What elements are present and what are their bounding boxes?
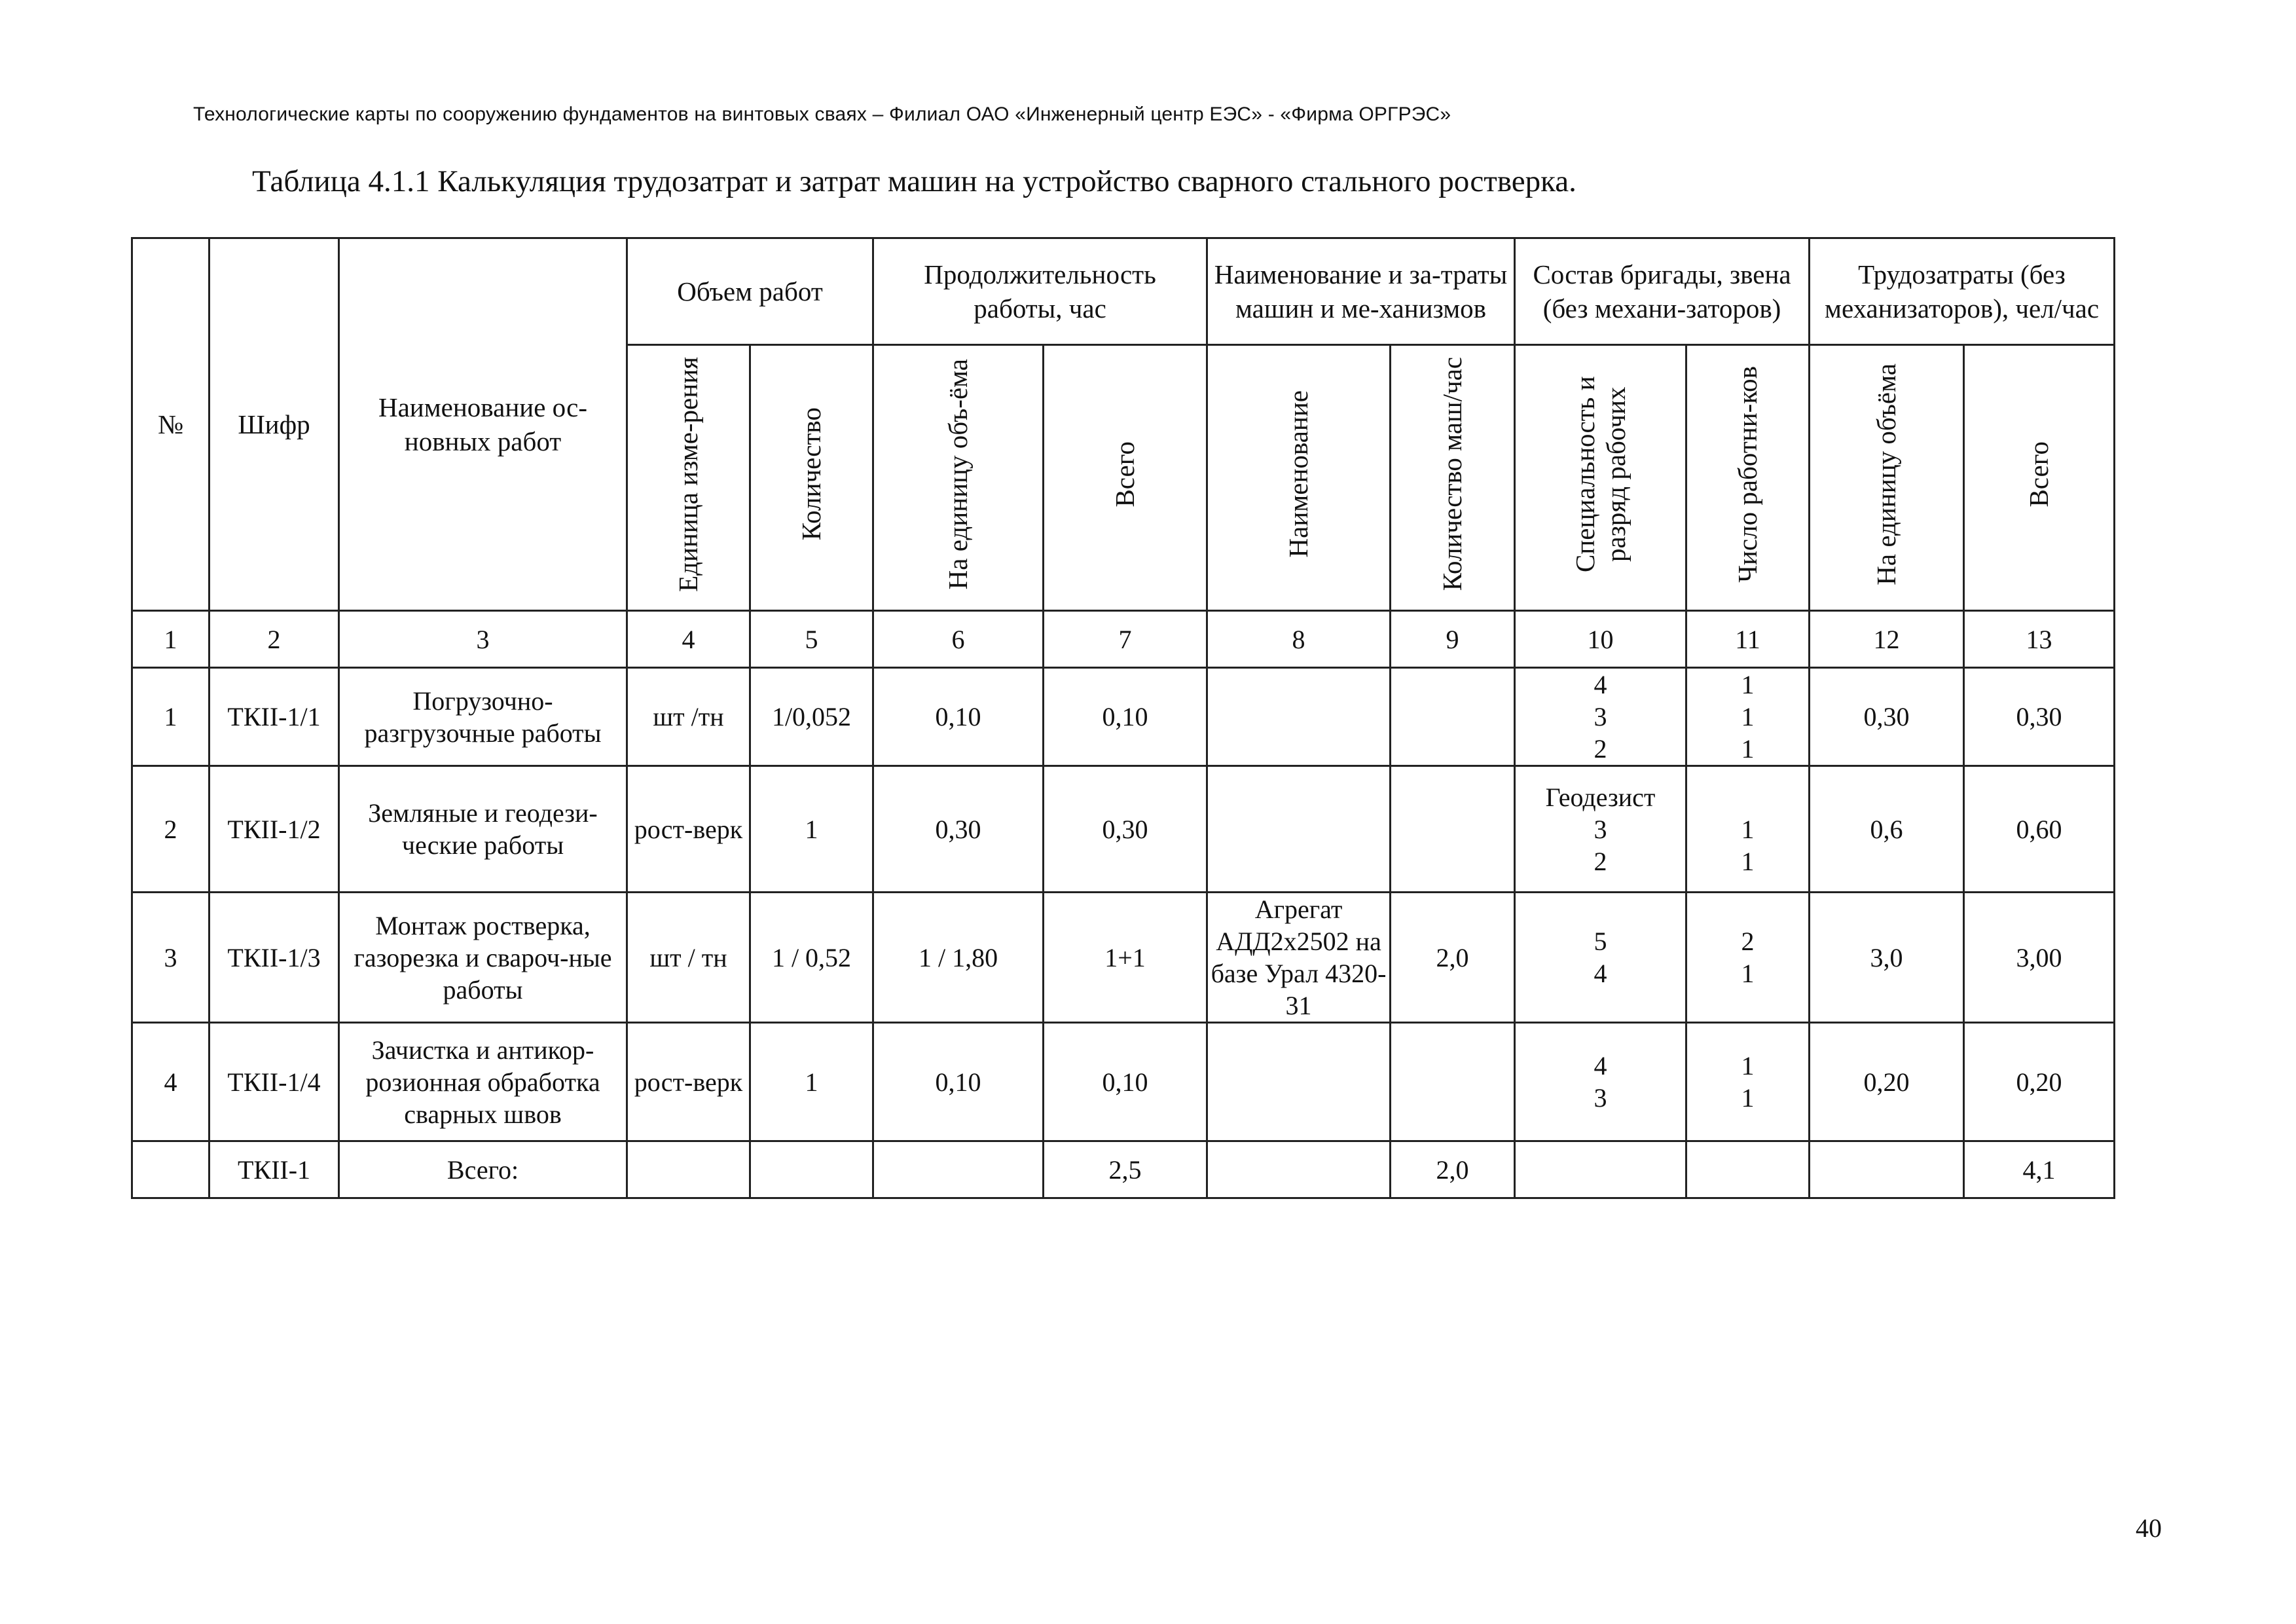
total-num bbox=[132, 1141, 210, 1198]
total-labor: 4,1 bbox=[1964, 1141, 2115, 1198]
crew-spec-line: 3 bbox=[1594, 814, 1607, 844]
row-mach-qty: 2,0 bbox=[1391, 893, 1515, 1023]
row-crew-spec bbox=[1515, 668, 1686, 766]
row-labor-total: 0,60 bbox=[1964, 766, 2115, 893]
crew-count-line bbox=[1690, 781, 1806, 813]
col-header-mach-name: Наименование bbox=[1283, 390, 1314, 558]
col-header-duration: Продолжительность работы, час bbox=[873, 238, 1207, 345]
crew-count-line: 1 bbox=[1741, 670, 1755, 699]
crew-count-line: 2 bbox=[1741, 927, 1755, 956]
total-empty bbox=[1515, 1141, 1686, 1198]
col-header-work-name: Наименование ос-новных работ bbox=[339, 238, 627, 611]
total-empty bbox=[873, 1141, 1044, 1198]
header-row-1 bbox=[132, 238, 2115, 345]
row-crew-spec bbox=[1515, 893, 1686, 1023]
col-header-labor-unit: На единицу объёма bbox=[1871, 363, 1902, 585]
col-header-crew-count: Число работни-ков bbox=[1732, 365, 1763, 583]
total-code: ТКII-1 bbox=[210, 1141, 339, 1198]
column-number: 9 bbox=[1391, 611, 1515, 668]
row-code: ТКII-1/1 bbox=[210, 668, 339, 766]
col-header-qty-cell bbox=[750, 345, 873, 611]
crew-count-line: 1 bbox=[1741, 959, 1755, 988]
row-work-name: Земляные и геодези-ческие работы bbox=[339, 766, 627, 893]
row-work-name: Монтаж ростверка, газорезка и свароч-ные работы bbox=[339, 893, 627, 1023]
row-dur-total: 0,30 bbox=[1044, 766, 1207, 893]
col-header-num: № bbox=[132, 238, 210, 611]
total-empty bbox=[1207, 1141, 1391, 1198]
col-header-crew: Состав бригады, звена (без механи-заторов) bbox=[1515, 238, 1810, 345]
total-label: Всего: bbox=[339, 1141, 627, 1198]
crew-count-line: 1 bbox=[1741, 846, 1755, 876]
col-header-labor-unit-cell bbox=[1810, 345, 1964, 611]
row-mach-qty bbox=[1391, 766, 1515, 893]
col-header-code: Шифр bbox=[210, 238, 339, 611]
row-crew-count bbox=[1686, 1023, 1810, 1141]
row-work-name: Погрузочно-разгрузочные работы bbox=[339, 668, 627, 766]
row-unit: рост-верк bbox=[627, 1023, 750, 1141]
col-header-unit: Единица изме-рения bbox=[673, 356, 703, 592]
column-number: 11 bbox=[1686, 611, 1810, 668]
row-crew-spec bbox=[1515, 766, 1686, 893]
running-header: Технологические карты по сооружению фундаментов на винтовых сваях – Филиал ОАО «Инженерный центр ЕЭС» - «Фирма ОРГРЭС» bbox=[193, 103, 1451, 125]
column-number: 12 bbox=[1810, 611, 1964, 668]
labor-cost-table bbox=[131, 237, 2115, 1199]
table-row bbox=[132, 668, 2115, 766]
crew-spec-line: 5 bbox=[1594, 927, 1607, 956]
column-number: 10 bbox=[1515, 611, 1686, 668]
row-mach-qty bbox=[1391, 668, 1515, 766]
row-code: ТКII-1/4 bbox=[210, 1023, 339, 1141]
col-header-mach-qty: Количество маш/час bbox=[1437, 357, 1468, 591]
total-empty bbox=[750, 1141, 873, 1198]
crew-spec-line: 4 bbox=[1594, 670, 1607, 699]
col-header-dur-unit-cell bbox=[873, 345, 1044, 611]
row-num: 4 bbox=[132, 1023, 210, 1141]
col-header-dur-unit: На единицу объ-ёма bbox=[943, 358, 974, 590]
row-dur-unit: 1 / 1,80 bbox=[873, 893, 1044, 1023]
row-mach-name bbox=[1207, 668, 1391, 766]
row-crew-count bbox=[1686, 766, 1810, 893]
col-header-qty: Количество bbox=[796, 407, 826, 541]
crew-spec-line: 4 bbox=[1594, 959, 1607, 988]
col-header-dur-total: Всего bbox=[1110, 441, 1140, 507]
row-dur-total: 0,10 bbox=[1044, 668, 1207, 766]
row-dur-unit: 0,10 bbox=[873, 668, 1044, 766]
col-header-machines: Наименование и за-траты машин и ме-ханизмов bbox=[1207, 238, 1515, 345]
row-labor-total: 0,30 bbox=[1964, 668, 2115, 766]
row-num: 2 bbox=[132, 766, 210, 893]
col-header-crew-spec: Специальность и разряд рабочих bbox=[1569, 376, 1631, 572]
col-header-mach-qty-cell bbox=[1391, 345, 1515, 611]
row-crew-count bbox=[1686, 893, 1810, 1023]
total-dur: 2,5 bbox=[1044, 1141, 1207, 1198]
col-header-labor-total-cell bbox=[1964, 345, 2115, 611]
total-mach-qty: 2,0 bbox=[1391, 1141, 1515, 1198]
col-header-mach-name-cell bbox=[1207, 345, 1391, 611]
column-number: 4 bbox=[627, 611, 750, 668]
row-labor-unit: 0,6 bbox=[1810, 766, 1964, 893]
column-number: 8 bbox=[1207, 611, 1391, 668]
row-crew-count bbox=[1686, 668, 1810, 766]
row-labor-unit: 3,0 bbox=[1810, 893, 1964, 1023]
page-number: 40 bbox=[2136, 1513, 2162, 1543]
row-num: 3 bbox=[132, 893, 210, 1023]
total-empty bbox=[1810, 1141, 1964, 1198]
total-empty bbox=[1686, 1141, 1810, 1198]
row-dur-unit: 0,30 bbox=[873, 766, 1044, 893]
crew-count-line: 1 bbox=[1741, 814, 1755, 844]
row-qty: 1 / 0,52 bbox=[750, 893, 873, 1023]
crew-count-line: 1 bbox=[1741, 1083, 1755, 1113]
row-qty: 1/0,052 bbox=[750, 668, 873, 766]
row-unit: рост-верк bbox=[627, 766, 750, 893]
crew-spec-line: 3 bbox=[1594, 1083, 1607, 1113]
col-header-labor-total: Всего bbox=[2024, 441, 2054, 507]
column-number: 6 bbox=[873, 611, 1044, 668]
row-mach-qty bbox=[1391, 1023, 1515, 1141]
crew-spec-line: 2 bbox=[1594, 846, 1607, 876]
column-number: 2 bbox=[210, 611, 339, 668]
column-number: 7 bbox=[1044, 611, 1207, 668]
table-row bbox=[132, 1023, 2115, 1141]
row-labor-total: 0,20 bbox=[1964, 1023, 2115, 1141]
total-row bbox=[132, 1141, 2115, 1198]
col-header-unit-cell bbox=[627, 345, 750, 611]
row-unit: шт /тн bbox=[627, 668, 750, 766]
total-empty bbox=[627, 1141, 750, 1198]
row-labor-unit: 0,30 bbox=[1810, 668, 1964, 766]
row-mach-name bbox=[1207, 1023, 1391, 1141]
row-labor-unit: 0,20 bbox=[1810, 1023, 1964, 1141]
row-mach-name bbox=[1207, 766, 1391, 893]
row-mach-name: Агрегат АДД2х2502 на базе Урал 4320-31 bbox=[1207, 893, 1391, 1023]
crew-count-line: 1 bbox=[1741, 734, 1755, 764]
column-number: 1 bbox=[132, 611, 210, 668]
column-number-row bbox=[132, 611, 2115, 668]
row-dur-total: 0,10 bbox=[1044, 1023, 1207, 1141]
row-code: ТКII-1/2 bbox=[210, 766, 339, 893]
crew-spec-line: Геодезист bbox=[1545, 782, 1656, 812]
col-header-crew-count-cell bbox=[1686, 345, 1810, 611]
row-code: ТКII-1/3 bbox=[210, 893, 339, 1023]
row-qty: 1 bbox=[750, 1023, 873, 1141]
row-work-name: Зачистка и антикор-розионная обработка сварных швов bbox=[339, 1023, 627, 1141]
crew-count-line: 1 bbox=[1741, 1051, 1755, 1080]
col-header-crew-spec-cell bbox=[1515, 345, 1686, 611]
crew-spec-line: 4 bbox=[1594, 1051, 1607, 1080]
row-labor-total: 3,00 bbox=[1964, 893, 2115, 1023]
crew-spec-line: 3 bbox=[1594, 702, 1607, 731]
table-row bbox=[132, 766, 2115, 893]
row-dur-unit: 0,10 bbox=[873, 1023, 1044, 1141]
crew-count-line: 1 bbox=[1741, 702, 1755, 731]
col-header-labor: Трудозатраты (без механизаторов), чел/час bbox=[1810, 238, 2115, 345]
crew-spec-line: 2 bbox=[1594, 734, 1607, 764]
row-qty: 1 bbox=[750, 766, 873, 893]
col-header-dur-total-cell bbox=[1044, 345, 1207, 611]
col-header-volume: Объем работ bbox=[627, 238, 873, 345]
row-dur-total: 1+1 bbox=[1044, 893, 1207, 1023]
table-row bbox=[132, 893, 2115, 1023]
column-number: 13 bbox=[1964, 611, 2115, 668]
row-crew-spec bbox=[1515, 1023, 1686, 1141]
column-number: 5 bbox=[750, 611, 873, 668]
column-number: 3 bbox=[339, 611, 627, 668]
row-unit: шт / тн bbox=[627, 893, 750, 1023]
table-caption: Таблица 4.1.1 Калькуляция трудозатрат и затрат машин на устройство сварного стального ростверка. bbox=[252, 164, 1576, 198]
row-num: 1 bbox=[132, 668, 210, 766]
